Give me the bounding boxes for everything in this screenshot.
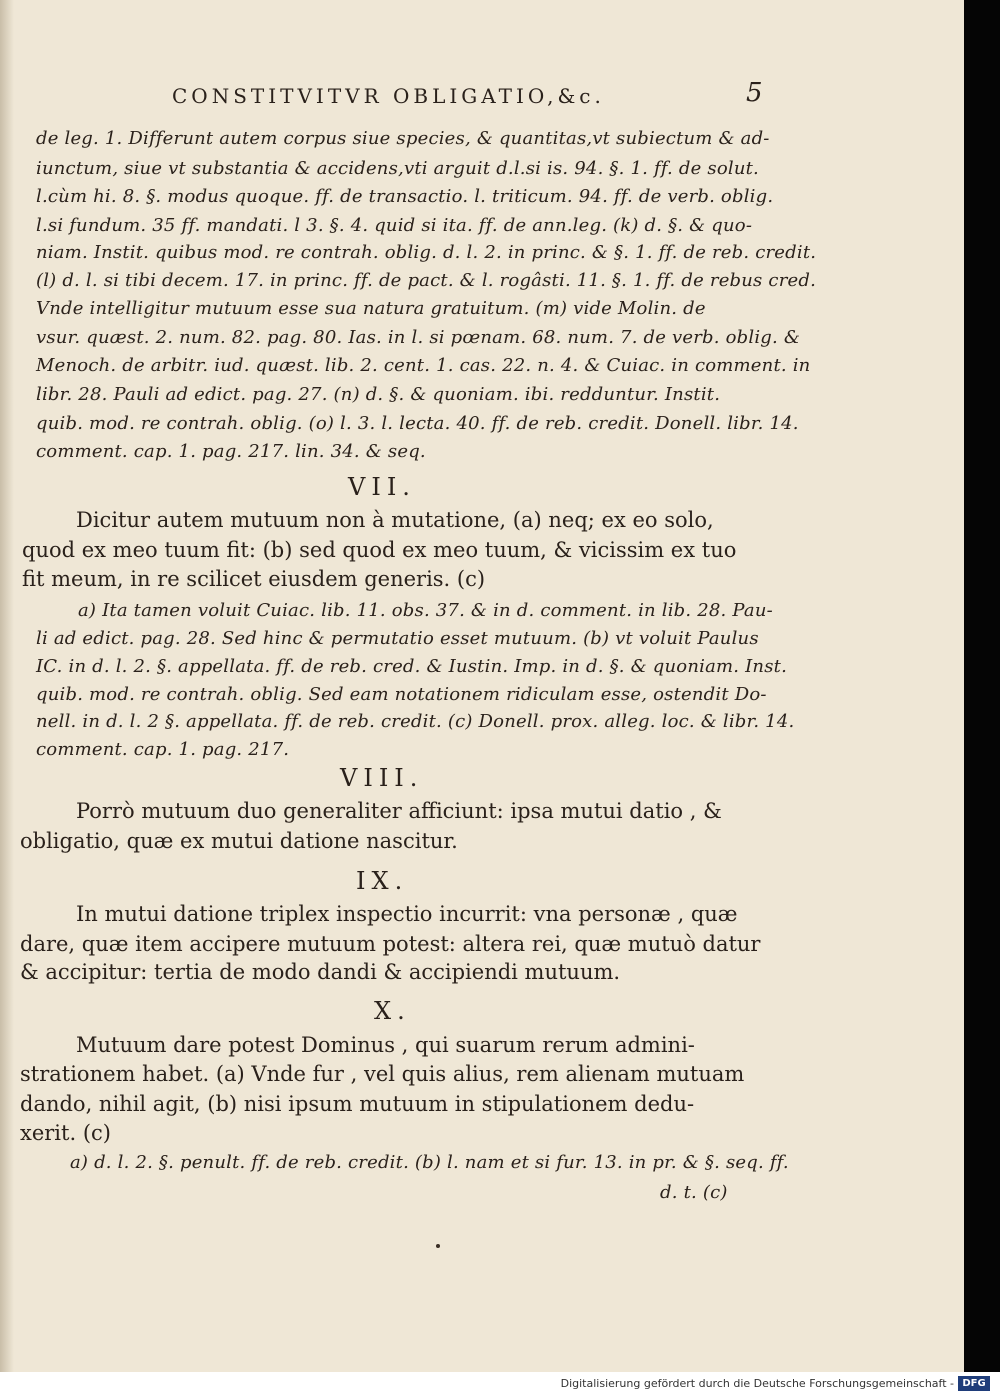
page-number: 5 bbox=[746, 78, 763, 108]
note-line: comment. cap. 1. pag. 217. bbox=[36, 739, 290, 760]
body-line: & accipitur: tertia de modo dandi & accipiendi mutuum. bbox=[20, 960, 621, 984]
note-line: quib. mod. re contrah. oblig. Sed eam notationem ridiculam esse, ostendit Do- bbox=[36, 684, 767, 705]
running-head: CONSTITVITVR OBLIGATIO,&c. bbox=[172, 84, 605, 108]
note-line: d. t. (c) bbox=[660, 1182, 728, 1203]
note-line: l.cùm hi. 8. §. modus quoque. ff. de transactio. l. triticum. 94. ff. de verb. oblig. bbox=[36, 186, 774, 207]
section-heading-x: X. bbox=[374, 997, 411, 1025]
note-line: (l) d. l. si tibi decem. 17. in princ. ff. de pact. & l. rogâsti. 11. §. 1. ff. de rebus cred. bbox=[36, 270, 817, 291]
note-line: li ad edict. pag. 28. Sed hinc & permutatio esset mutuum. (b) vt voluit Paulus bbox=[36, 628, 759, 649]
body-line: fit meum, in re scilicet eiusdem generis. (c) bbox=[22, 567, 486, 591]
page-gutter-shadow bbox=[0, 0, 14, 1372]
body-line: dare, quæ item accipere mutuum potest: altera rei, quæ mutuò datur bbox=[20, 932, 761, 956]
section-heading-ix: IX. bbox=[356, 867, 409, 895]
note-line: iunctum, siue vt substantia & accidens,vti arguit d.l.si is. 94. §. 1. ff. de solut. bbox=[36, 158, 759, 179]
note-line: a) d. l. 2. §. penult. ff. de reb. credit. (b) l. nam et si fur. 13. in pr. & §. seq. ff. bbox=[70, 1152, 789, 1173]
ink-speck bbox=[436, 1244, 440, 1248]
body-line: In mutui datione triplex inspectio incurrit: vna personæ , quæ bbox=[76, 902, 738, 926]
note-line: quib. mod. re contrah. oblig. (o) l. 3. l. lecta. 40. ff. de reb. credit. Donell. libr. 14. bbox=[36, 413, 799, 434]
digitization-footer bbox=[0, 1372, 1000, 1396]
note-line: Menoch. de arbitr. iud. quæst. lib. 2. cent. 1. cas. 22. n. 4. & Cuiac. in comment. in bbox=[36, 355, 811, 376]
note-line: nell. in d. l. 2 §. appellata. ff. de reb. credit. (c) Donell. prox. alleg. loc. & libr. 14. bbox=[36, 711, 795, 732]
body-line: dando, nihil agit, (b) nisi ipsum mutuum in stipulationem dedu- bbox=[20, 1092, 695, 1116]
body-line: xerit. (c) bbox=[20, 1121, 111, 1145]
body-line: Porrò mutuum duo generaliter afficiunt: ipsa mutui datio , & bbox=[76, 799, 722, 823]
dfg-logo: DFG bbox=[958, 1376, 990, 1391]
body-line: strationem habet. (a) Vnde fur , vel quis alius, rem alienam mutuam bbox=[20, 1062, 745, 1086]
note-line: Vnde intelligitur mutuum esse sua natura gratuitum. (m) vide Molin. de bbox=[36, 298, 706, 319]
note-line: vsur. quæst. 2. num. 82. pag. 80. Ias. in l. si pœnam. 68. num. 7. de verb. oblig. & bbox=[36, 327, 801, 348]
body-line: Dicitur autem mutuum non à mutatione, (a) neq; ex eo solo, bbox=[76, 508, 714, 532]
body-line: obligatio, quæ ex mutui datione nascitur. bbox=[20, 829, 458, 853]
note-line: l.si fundum. 35 ff. mandati. l 3. §. 4. quid si ita. ff. de ann.leg. (k) d. §. & quo- bbox=[36, 215, 753, 236]
note-line: de leg. 1. Differunt autem corpus siue species, & quantitas,vt subiectum & ad- bbox=[36, 128, 770, 149]
scan-black-edge bbox=[964, 0, 1000, 1372]
note-line: comment. cap. 1. pag. 217. lin. 34. & seq. bbox=[36, 441, 426, 462]
note-line: a) Ita tamen voluit Cuiac. lib. 11. obs. 37. & in d. comment. in lib. 28. Pau- bbox=[78, 600, 773, 621]
footer-credit: Digitalisierung gefördert durch die Deutsche Forschungsgemeinschaft - bbox=[560, 1377, 954, 1390]
section-heading-viii: VIII. bbox=[340, 764, 424, 792]
page-header bbox=[0, 78, 960, 116]
body-line: Mutuum dare potest Dominus , qui suarum rerum admini- bbox=[76, 1033, 695, 1057]
section-heading-vii: VII. bbox=[348, 473, 416, 501]
body-line: quod ex meo tuum fit: (b) sed quod ex meo tuum, & vicissim ex tuo bbox=[22, 538, 737, 562]
note-line: niam. Instit. quibus mod. re contrah. oblig. d. l. 2. in princ. & §. 1. ff. de reb. credit. bbox=[36, 242, 817, 263]
note-line: libr. 28. Pauli ad edict. pag. 27. (n) d. §. & quoniam. ibi. redduntur. Instit. bbox=[36, 384, 721, 405]
note-line: IC. in d. l. 2. §. appellata. ff. de reb. cred. & Iustin. Imp. in d. §. & quoniam. Inst. bbox=[36, 656, 788, 677]
